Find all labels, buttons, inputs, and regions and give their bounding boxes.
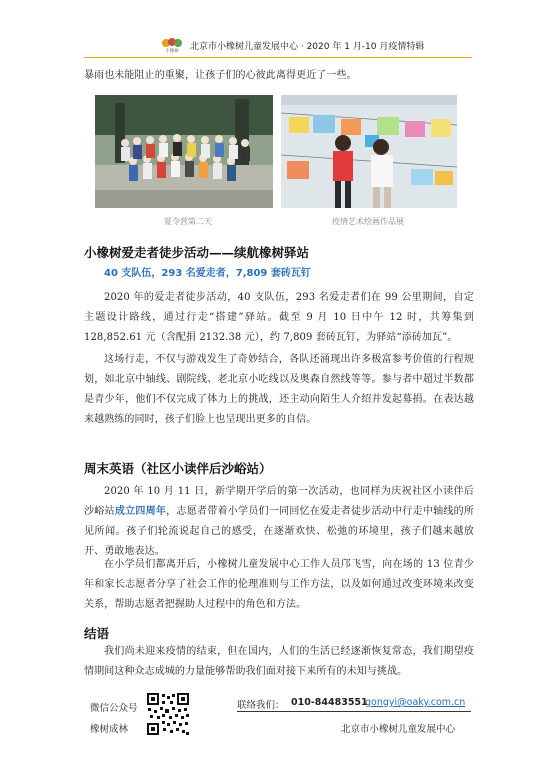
contact-label: 联络我们： — [237, 700, 285, 711]
paragraph-text: 2020 年 10 月 11 日，新学期开学后的第一次活动，也同样为庆祝社区小读伴后沙峪站 — [84, 486, 474, 517]
footer-rule — [237, 711, 471, 712]
section-heading: 小橡树爱走者徒步活动——续航橡树驿站 — [84, 245, 310, 260]
header-rule — [84, 57, 472, 58]
paragraph: 我们尚未迎来疫情的结束，但在国内，人们的生活已经逐渐恢复常态，我们期望疫情期间这种众志成城的力量能够帮助我们面对接下来所有的未知与挑战。 — [84, 646, 474, 677]
footer-org-name: 北京市小橡树儿童发展中心 — [341, 724, 456, 735]
email-link[interactable]: gongyi@oaky.com.cn — [365, 697, 466, 708]
section-heading: 结语 — [84, 626, 110, 641]
wechat-label: 微信公众号 — [90, 703, 138, 714]
phone-number[interactable]: 010-84483551 — [291, 697, 368, 708]
paragraph: 在小学员们都离开后，小橡树儿童发展中心工作人员邝飞雪，向在场的 13 位青少年和家长志愿者分享了社会工作的伦理准则与工作方法，以及如何通过改变环境来改变关系，帮助志愿者把握助人过程中的角色和方法。 — [84, 559, 474, 610]
header-title: 北京市小橡树儿童发展中心 · 2020 年 1 月-10 月疫情特辑 — [190, 42, 425, 52]
highlight-text: 成立四周年 — [114, 506, 167, 517]
section-heading: 周末英语（社区小读伴后沙峪站） — [84, 461, 272, 476]
paragraph: 这场行走，不仅与游戏发生了奇妙结合，各队还涌现出许多极富参考价值的行程规划，如北京中轴线、剧院线、老北京小吃线以及奥森自然线等等。参与者中超过半数都是青少年，他们不仅完成了体力上的挑战，还主动向陌生人介绍并发起募捐。在表达越来越熟练的同时，孩子们脸上也呈现出更多的自信。 — [84, 354, 474, 425]
photo-caption: 疫情艺术绘画作品展 — [332, 217, 404, 226]
paragraph-text: ，志愿者带着小学员们一同回忆在爱走者徒步活动中行走中轴线的所见所闻。孩子们轮流说起自己的感受，在逐渐欢快、松弛的环境里，孩子们越来越放开、勇敢地表达。 — [84, 506, 475, 557]
wechat-account-name: 橡树成林 — [90, 724, 129, 735]
photo-caption: 夏令营第二天 — [164, 217, 212, 226]
paragraph — [84, 482, 474, 562]
intro-line: 暴雨也未能阻止的重聚，让孩子们的心彼此离得更近了一些。 — [84, 70, 357, 81]
svg-text:小橡树: 小橡树 — [165, 49, 179, 53]
qr-code-icon[interactable] — [146, 692, 190, 736]
art-exhibit-photo — [281, 95, 457, 208]
section-subheading: 40 支队伍，293 名爱走者，7,809 套砖瓦钉 — [104, 268, 311, 279]
paragraph: 2020 年的爱走者徒步活动，40 支队伍，293 名爱走者们在 99 公里期间，自定主题设计路线，通过行走“搭建”驿站。截至 9 月 10 日中午 12 时，共筹集到 128,852.61 元（含配捐 2132.38 元），约 7,809 套砖瓦钉，为驿站“添砖加瓦”。 — [84, 292, 474, 343]
page-header — [0, 34, 550, 56]
summer-camp-photo — [95, 95, 273, 208]
oak-logo — [159, 37, 185, 53]
